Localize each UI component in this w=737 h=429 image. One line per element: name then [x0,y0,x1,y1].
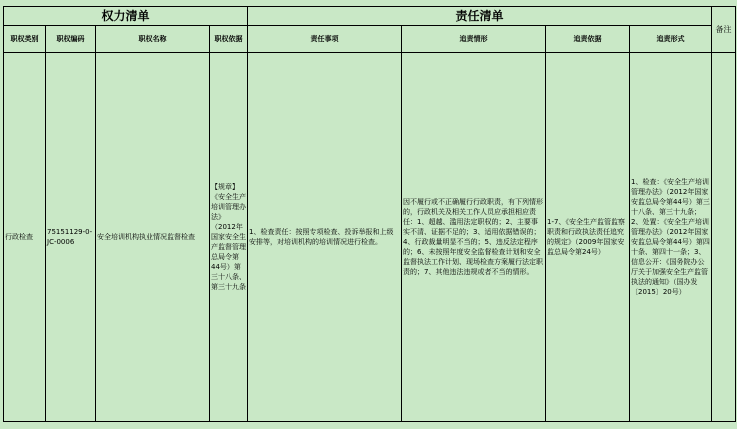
cell-accountability-form: 1、检查：《安全生产培训管理办法》（2012年国家安监总局令第44号）第三十八条、第三十九条；2、处置：《安全生产培训管理办法》（2012年国家安监总局令第44号）第四十条、第四十一条；3、信息公开：《国务院办公厅关于加强安全生产监管执法的通知》（国办发〔2015〕20号） [630,53,712,422]
power-responsibility-table [3,6,736,422]
responsibility-list-title: 责任清单 [248,7,712,26]
cell-power-code: 75151129-0-JC-0006 [46,53,96,422]
header-accountability-basis: 追责依据 [546,26,630,53]
header-accountability-form: 追责形式 [630,26,712,53]
cell-accountability-cases: 因不履行或不正确履行行政职责，有下列情形的，行政机关及相关工作人员应承担相应责任：1、超越、滥用法定职权的；2、主要事实不清、证据不足的；3、适用依据错误的；4、行政裁量明显不当的；5、违反法定程序的；6、未按照年度安全监督检查计划和安全监督执法工作计划、现场检查方案履行法定职责的；7、其他违法违规或者不当的情形。 [402,53,546,422]
cell-responsibility-items: 1、检查责任：按照专项检查、投诉举报和上级安排等，对培训机构的培训情况进行检查。 [248,53,402,422]
cell-power-name: 安全培训机构执业情况监督检查 [96,53,210,422]
header-responsibility-items: 责任事项 [248,26,402,53]
cell-power-category: 行政检查 [4,53,46,422]
cell-accountability-basis: 1-7、《安全生产监管监察职责和行政执法责任追究的规定》（2009年国家安监总局令第24号） [546,53,630,422]
header-accountability-cases: 追责情形 [402,26,546,53]
header-power-name: 职权名称 [96,26,210,53]
table-row [4,53,736,422]
cell-power-basis: 【规章】《安全生产培训管理办法》（2012年国家安全生产监督管理总局令第44号）第三十八条、第三十九条 [210,53,248,422]
column-header-row [4,26,736,53]
cell-remark [712,53,736,422]
power-list-title: 权力清单 [4,7,248,26]
header-power-basis: 职权依据 [210,26,248,53]
header-power-category: 职权类别 [4,26,46,53]
section-header-row [4,7,736,26]
remark-header: 备注 [712,7,736,53]
header-power-code: 职权编码 [46,26,96,53]
